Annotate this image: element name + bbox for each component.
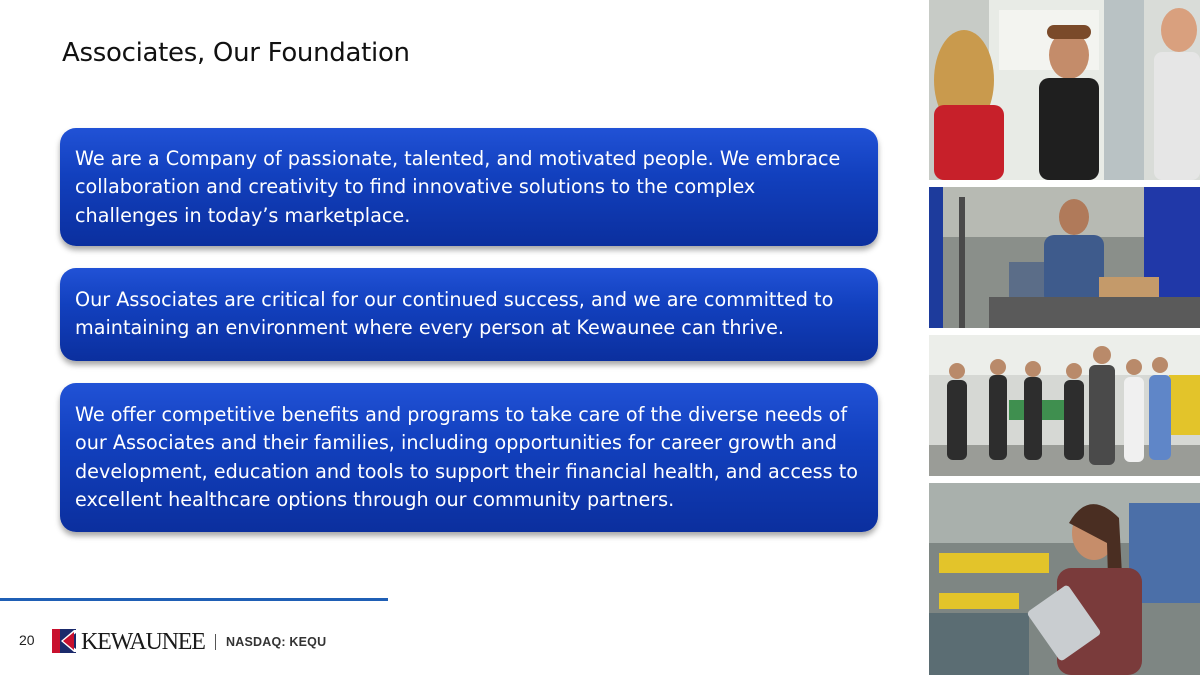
photo-worker-tablet bbox=[929, 483, 1200, 675]
page-number: 20 bbox=[19, 632, 35, 648]
footer-separator bbox=[215, 634, 216, 650]
card-text: We offer competitive benefits and programs to take care of the diverse needs of our Associates and their families, including opportunities for career growth and development, education and tools to support their financial health, and access to excellent healthcare options through our community partners. bbox=[75, 403, 859, 512]
logo-wordmark: KEWAUNEE bbox=[81, 629, 205, 655]
photo-shop-worker bbox=[929, 187, 1200, 328]
info-card-associates bbox=[60, 268, 878, 361]
kewaunee-logo-mark-icon bbox=[52, 629, 76, 653]
card-text: We are a Company of passionate, talented, and motivated people. We embrace collaboration and creativity to find innovative solutions to the complex challenges in today’s marketplace. bbox=[75, 147, 841, 227]
photo-office-associates bbox=[929, 0, 1200, 180]
footer-divider bbox=[0, 598, 388, 601]
info-card-benefits bbox=[60, 383, 878, 532]
slide-title: Associates, Our Foundation bbox=[62, 38, 410, 68]
ticker-label: NASDAQ: KEQU bbox=[226, 635, 327, 649]
photo-group-tour bbox=[929, 335, 1200, 476]
card-text: Our Associates are critical for our continued success, and we are committed to maintaining an environment where every person at Kewaunee can thrive. bbox=[75, 288, 834, 340]
kewaunee-logo bbox=[52, 629, 212, 655]
info-card-company bbox=[60, 128, 878, 246]
